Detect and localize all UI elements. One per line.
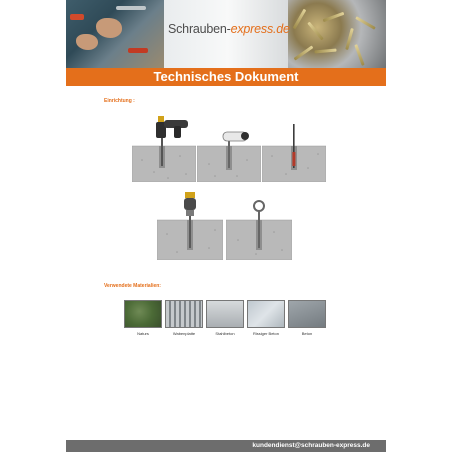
material-label: Naturs [137,331,149,336]
document-title: Technisches Dokument [66,68,386,86]
concrete-icon [288,300,326,328]
logo-accent-text: express.de [230,22,290,36]
materials-label: Verwendete Materialien: [104,283,161,289]
step-blow [197,116,261,182]
rod-icon [262,116,326,182]
document-page [66,0,386,452]
step-eye-bolt [226,190,292,260]
hollow-slab-icon [165,300,203,328]
header-banner [66,0,386,68]
material-label: Wabenplatte [172,331,196,336]
logo-main-text: Schrauben- [168,22,231,36]
step-set-anchor [157,190,223,260]
material-label: Rissiger Beton [252,331,279,336]
drill-icon [132,116,196,182]
eye-bolt-icon [226,190,292,260]
brand-logo[interactable] [168,22,290,36]
material-label: Beton [301,331,313,336]
installation-label: Einrichtung : [104,98,135,104]
step-drill [132,116,196,182]
support-email-link[interactable]: kundendienst@schrauben-express.de [252,442,370,449]
footer-bar [66,440,386,452]
material-label: Stahlbeton [215,331,235,336]
blower-icon [197,116,261,182]
natural-stone-icon [124,300,162,328]
screws-photo [288,0,386,68]
cracked-concrete-icon [247,300,285,328]
reinforced-concrete-icon [206,300,244,328]
setting-tool-icon [157,190,223,260]
tools-photo [66,0,164,68]
step-brush [262,116,326,182]
